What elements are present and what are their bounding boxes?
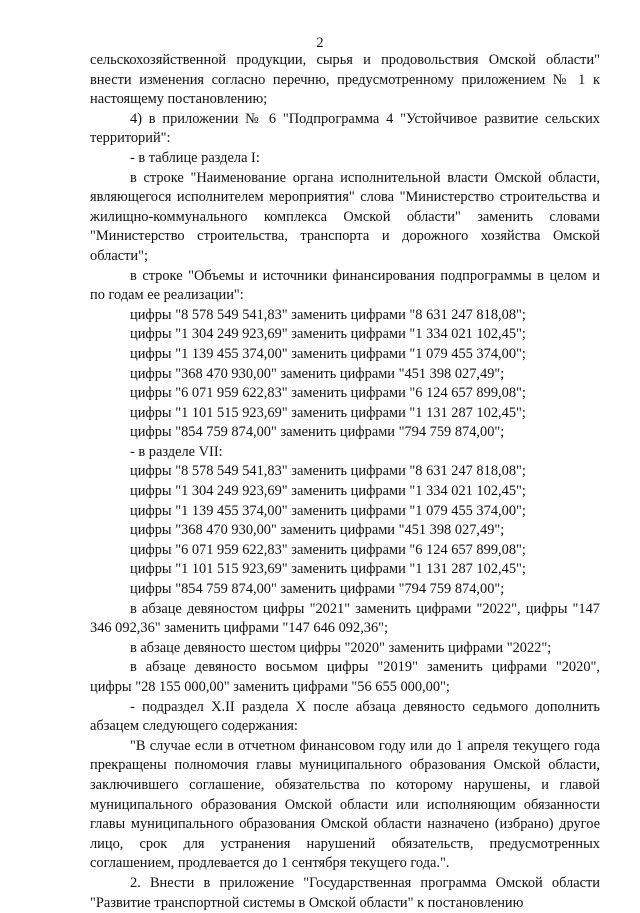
paragraph-executor-row: в строке "Наименование органа исполнительной власти Омской области, являющегося исполнителем мероприятия" слова "Министерство строительства и жилищно-коммунального комплекса Омской области" заменить словами "Министерство строительства, транспорта и дорожного хозяйства Омской области"; [90, 169, 600, 264]
replacement-line: цифры "1 101 515 923,69" заменить цифрами "1 131 287 102,45"; [130, 404, 526, 421]
paragraph-ninety-eighth: в абзаце девяносто восьмом цифры "2019" заменить цифрами "2020", цифры "28 155 000,00" заменить цифрами "56 655 000,00"; [90, 659, 600, 695]
replacement-line: цифры "1 139 455 374,00" заменить цифрами "1 079 455 374,00"; [130, 502, 526, 519]
document-body [90, 51, 600, 913]
paragraph-quoted-addition: "В случае если в отчетном финансовом году или до 1 апреля текущего года прекращены полномочия главы муниципального образования Омской области, заключившего соглашение, обязательства по которому нарушены, и главой муниципального образования Омской области или исполняющим обязанности главы муниципального образования Омской области назначено (избрано) другое лицо, срок для устранения нарушений обязательств, предусмотренных соглашением, продлевается до 1 сентября текущего года.". [90, 737, 600, 872]
paragraph-table-section-1: - в таблице раздела I: [130, 149, 260, 166]
replacement-line: цифры "368 470 930,00" заменить цифрами "451 398 027,49"; [130, 522, 505, 539]
replacement-line: цифры "8 578 549 541,83" заменить цифрами "8 631 247 818,08"; [130, 306, 526, 323]
replacement-line: цифры "6 071 959 622,83" заменить цифрами "6 124 657 899,08"; [130, 385, 526, 402]
replacement-line: цифры "854 759 874,00" заменить цифрами "794 759 874,00"; [130, 581, 505, 598]
paragraph-financing-row: в строке "Объемы и источники финансирования подпрограммы в целом и по годам ее реализации": [90, 267, 600, 304]
paragraph-item-2: 2. Внести в приложение "Государственная программа Омской области "Развитие транспортной системы в Омской области" к постановлению [90, 874, 600, 911]
replacement-line: цифры "1 101 515 923,69" заменить цифрами "1 131 287 102,45"; [130, 561, 526, 578]
paragraph-continuation: сельскохозяйственной продукции, сырья и продовольствия Омской области" внести изменения согласно перечню, предусмотренному приложением № 1 к настоящему постановлению; [90, 52, 600, 108]
replacement-line: цифры "1 304 249 923,69" заменить цифрами "1 334 021 102,45"; [130, 483, 526, 500]
page-number: 2 [316, 35, 324, 51]
replacement-line: цифры "8 578 549 541,83" заменить цифрами "8 631 247 818,08"; [130, 463, 526, 480]
replacement-line: цифры "368 470 930,00" заменить цифрами "451 398 027,49"; [130, 365, 505, 382]
paragraph-subsection-x2: - подраздел X.II раздела X после абзаца девяносто седьмого дополнить абзацем следующего содержания: [90, 698, 600, 735]
paragraph-section-7: - в разделе VII: [130, 443, 223, 460]
paragraph-ninetieth: в абзаце девяностом цифры "2021" заменить цифрами "2022", цифры "147 346 092,36" заменить цифрами "147 646 092,36"; [90, 600, 600, 637]
replacement-line: цифры "854 759 874,00" заменить цифрами "794 759 874,00"; [130, 424, 505, 441]
replacement-line: цифры "1 304 249 923,69" заменить цифрами "1 334 021 102,45"; [130, 326, 526, 343]
replacement-line: цифры "6 071 959 622,83" заменить цифрами "6 124 657 899,08"; [130, 541, 526, 558]
replacement-line: цифры "1 139 455 374,00" заменить цифрами "1 079 455 374,00"; [130, 345, 526, 362]
paragraph-item-4: 4) в приложении № 6 "Подпрограмма 4 "Устойчивое развитие сельских территорий": [90, 110, 600, 147]
paragraph-ninety-sixth: в абзаце девяносто шестом цифры "2020" заменить цифрами "2022"; [130, 639, 552, 656]
